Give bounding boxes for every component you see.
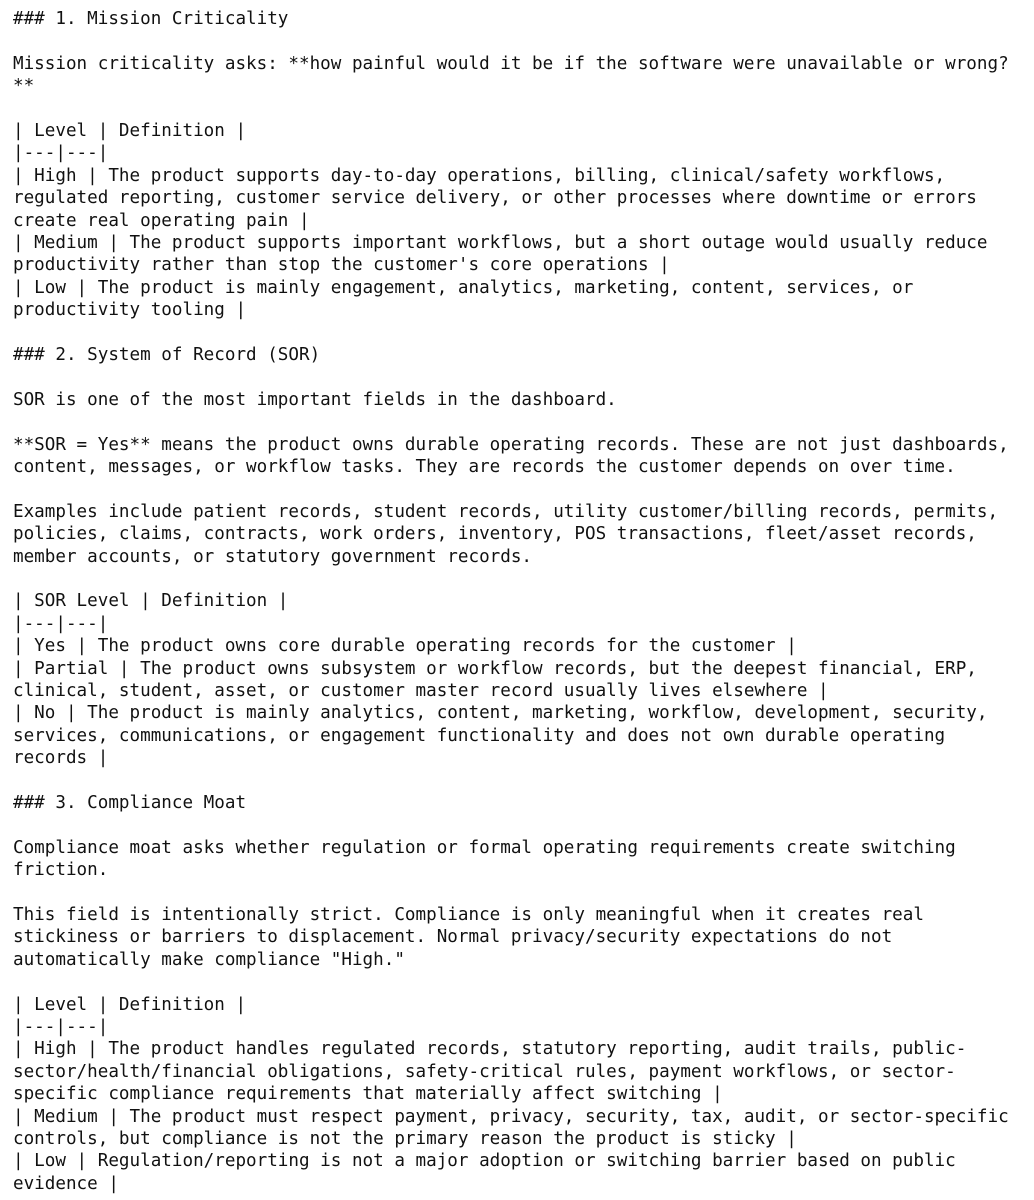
- text-line: create real operating pain |: [13, 210, 310, 231]
- table-row: | Medium | The product supports important workflows, but a short outage would usually reduce: [13, 233, 988, 253]
- table-row: | Partial | The product owns subsystem or workflow records, but the deepest financial, ERP,: [13, 658, 977, 679]
- text-line: **: [13, 76, 35, 97]
- text-line: productivity rather than stop the customer's core operations |: [13, 255, 670, 276]
- section-heading: ### 2. System of Record (SOR): [13, 345, 321, 365]
- text-line: sector/health/financial obligations, safety-critical rules, payment workflows, or sector-: [13, 1061, 956, 1082]
- section-heading: ### 1. Mission Criticality: [13, 9, 289, 29]
- text-line: stickiness or barriers to displacement. Normal privacy/security expectations do not: [13, 927, 893, 948]
- table-row: | Level | Definition |: [13, 121, 247, 141]
- table-separator: |---|---|: [13, 143, 109, 164]
- text-line: Examples include patient records, student records, utility customer/billing records, permits,: [13, 501, 999, 522]
- text-line: records |: [13, 748, 109, 769]
- text-line: content, messages, or workflow tasks. They are records the customer depends on over time.: [13, 457, 956, 477]
- text-line: This field is intentionally strict. Compliance is only meaningful when it creates real: [13, 905, 924, 925]
- table-separator: |---|---|: [13, 1017, 109, 1037]
- text-line: SOR is one of the most important fields in the dashboard.: [13, 389, 617, 410]
- table-row: | No | The product is mainly analytics, content, marketing, workflow, development, security,: [13, 703, 988, 724]
- text-line: **SOR = Yes** means the product owns durable operating records. These are not just dashboards,: [13, 434, 1009, 455]
- text-line: services, communications, or engagement functionality and does not own durable operating: [13, 725, 946, 746]
- text-line: productivity tooling |: [13, 300, 247, 321]
- table-row: | High | The product handles regulated records, statutory reporting, audit trails, public-: [13, 1039, 967, 1060]
- text-line: Compliance moat asks whether regulation or formal operating requirements create switching: [13, 837, 956, 858]
- table-separator: |---|---|: [13, 613, 109, 634]
- table-row: | Medium | The product must respect payment, privacy, security, tax, audit, or sector-specific: [13, 1106, 1009, 1127]
- text-line: member accounts, or statutory government records.: [13, 546, 533, 567]
- text-line: specific compliance requirements that materially affect switching |: [13, 1084, 723, 1105]
- table-row: | High | The product supports day-to-day operations, billing, clinical/safety workflows,: [13, 165, 946, 186]
- text-line: evidence |: [13, 1173, 119, 1194]
- section-heading: ### 3. Compliance Moat: [13, 793, 247, 813]
- text-line: controls, but compliance is not the primary reason the product is sticky |: [13, 1129, 797, 1149]
- table-row: | Low | Regulation/reporting is not a major adoption or switching barrier based on public: [13, 1151, 956, 1172]
- table-row: | SOR Level | Definition |: [13, 591, 289, 612]
- text-line: friction.: [13, 860, 109, 881]
- table-row: | Level | Definition |: [13, 994, 247, 1015]
- table-row: | Low | The product is mainly engagement, analytics, marketing, content, services, or: [13, 277, 914, 298]
- text-line: clinical, student, asset, or customer master record usually lives elsewhere |: [13, 681, 829, 701]
- text-line: automatically make compliance "High.": [13, 949, 405, 970]
- text-line: policies, claims, contracts, work orders, inventory, POS transactions, fleet/asset records,: [13, 524, 977, 545]
- table-row: | Yes | The product owns core durable operating records for the customer |: [13, 636, 797, 657]
- text-line: Mission criticality asks: **how painful would it be if the software were unavailable or wrong?: [13, 53, 1009, 74]
- text-line: regulated reporting, customer service delivery, or other processes where downtime or errors: [13, 188, 977, 209]
